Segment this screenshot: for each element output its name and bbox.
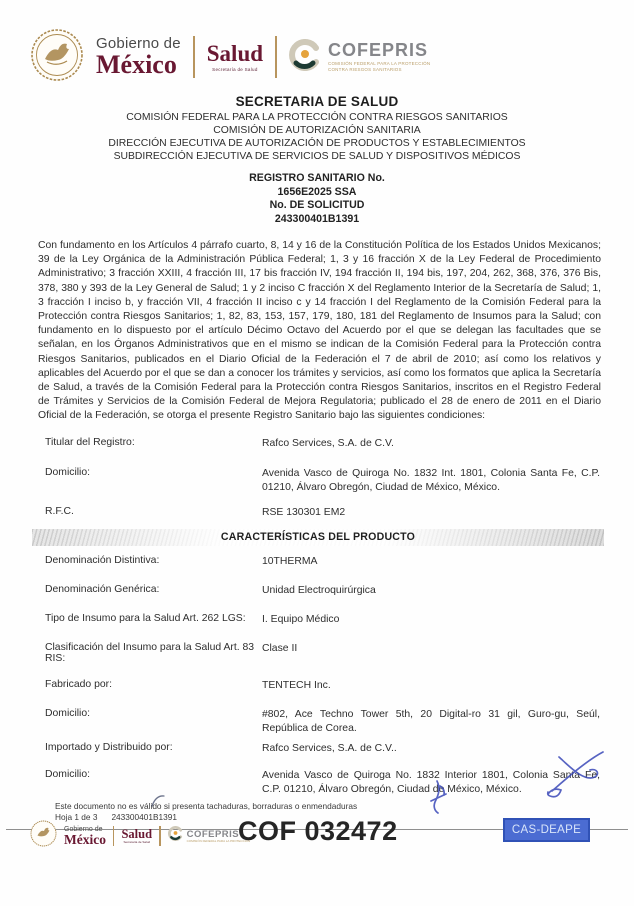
- org-line-2: COMISIÓN DE AUTORIZACIÓN SANITARIA: [213, 124, 421, 136]
- field-row: [45, 506, 600, 520]
- cofepris-tagline: [328, 61, 430, 73]
- field-row: [45, 679, 600, 693]
- registro-sanitario-label: REGISTRO SANITARIO No.: [249, 171, 385, 184]
- bottom-strip: [0, 811, 634, 874]
- field-value: Rafco Services, S.A. de C.V.: [262, 437, 394, 449]
- cof-stamp-number: COF 032472: [238, 816, 398, 846]
- field-row: [45, 769, 600, 797]
- field-label: Clasificación del Insumo para la Salud Art. 83 RIS:: [45, 641, 255, 664]
- mexico-seal-icon-small: [30, 820, 57, 852]
- footer-gobierno-de-text: Gobierno de: [64, 825, 103, 833]
- brand-divider: [113, 826, 115, 846]
- cofepris-icon: [289, 39, 321, 76]
- footer-salud-caption: Secretaría de Salud: [123, 840, 151, 845]
- holder-fields: [45, 437, 600, 520]
- folio-number: 243300401B1391: [111, 811, 177, 822]
- gobierno-de-text: Gobierno de: [96, 35, 181, 52]
- field-value: Rafco Services, S.A. de C.V..: [262, 742, 397, 754]
- field-label: Domicilio:: [45, 768, 91, 780]
- footer-cofepris-wordmark: COFEPRIS: [186, 828, 240, 840]
- title-block: [0, 94, 634, 163]
- field-row: [45, 467, 600, 495]
- header-brand-strip: [0, 0, 634, 88]
- field-label: Titular del Registro:: [45, 436, 135, 448]
- validity-note: Este documento no es válido si presenta tachaduras, borraduras o enmendaduras: [55, 800, 358, 811]
- field-label: Denominación Genérica:: [45, 583, 160, 595]
- field-row: [45, 708, 600, 736]
- field-row: [45, 642, 600, 664]
- field-label: R.F.C.: [45, 505, 74, 517]
- footer-salud-wordmark: [121, 828, 152, 845]
- mexico-seal-icon: [30, 28, 84, 87]
- footer-salud-text: Salud: [121, 826, 153, 841]
- field-value: Avenida Vasco de Quiroga No. 1832 Interior 1801, Colonia Santa Fe, C.P. 01210, Álvaro Obregón, Ciudad de México, México.: [262, 769, 600, 795]
- page-number: Hoja 1 de 3: [55, 811, 98, 822]
- brand-divider: [159, 826, 161, 846]
- field-value: #802, Ace Techno Tower 5th, 20 Digital-ro 31 gil, Guro-gu, Seúl, República de Corea.: [262, 708, 600, 734]
- field-label: Domicilio:: [45, 466, 91, 478]
- field-value: RSE 130301 EM2: [262, 506, 346, 518]
- solicitud-number: 243300401B1391: [274, 213, 360, 226]
- footer-cofepris-tagline: COMISIÓN FEDERAL PARA LA PROTECCIÓN: [186, 838, 251, 843]
- salud-text: Salud: [206, 40, 264, 66]
- cofepris-wordmark: COFEPRIS: [328, 40, 429, 61]
- field-row: [45, 742, 600, 756]
- footer-gobierno-wordmark: [64, 826, 106, 847]
- field-value: Clase II: [262, 642, 298, 654]
- cofepris-texts: [328, 41, 430, 73]
- solicitud-label: No. DE SOLICITUD: [269, 199, 365, 212]
- salud-caption: Secretaría de Salud: [212, 66, 258, 72]
- gobierno-wordmark: [96, 36, 181, 78]
- field-row: [45, 437, 600, 451]
- field-value: 10THERMA: [262, 555, 318, 567]
- footer-mexico-wordmark: México: [64, 831, 106, 847]
- field-value: Unidad Electroquirúrgica: [262, 584, 376, 596]
- cofepris-icon-small: [168, 826, 183, 846]
- cofepris-logo: [289, 39, 430, 76]
- field-value: I. Equipo Médico: [262, 613, 340, 625]
- field-row: [45, 613, 600, 627]
- brand-divider: [275, 36, 277, 78]
- org-line-4: SUBDIRECCIÓN EJECUTIVA DE SERVICIOS DE SALUD Y DISPOSITIVOS MÉDICOS: [113, 150, 521, 162]
- cas-deape-badge: CAS-DEAPE: [503, 818, 590, 842]
- cofepris-tagline-line1: COMISIÓN FEDERAL PARA LA PROTECCIÓN: [328, 61, 431, 67]
- field-row: [45, 584, 600, 598]
- field-value: TENTECH Inc.: [262, 679, 331, 691]
- cofepris-tagline-line2: CONTRA RIESGOS SANITARIOS: [328, 67, 402, 72]
- field-label: Tipo de Insumo para la Salud Art. 262 LGS:: [45, 612, 246, 624]
- section-header-band: [32, 529, 604, 546]
- mexico-wordmark: México: [96, 50, 177, 79]
- field-label: Domicilio:: [45, 707, 91, 719]
- field-label: Importado y Distribuido por:: [45, 741, 173, 753]
- product-fields: [45, 555, 600, 797]
- salud-wordmark: [207, 42, 263, 73]
- field-label: Fabricado por:: [45, 678, 112, 690]
- registro-number: 1656E2025 SSA: [277, 185, 357, 198]
- brand-divider: [193, 36, 195, 78]
- org-line-1: COMISIÓN FEDERAL PARA LA PROTECCIÓN CONTRA RIESGOS SANITARIOS: [126, 111, 508, 123]
- field-label: Denominación Distintiva:: [45, 554, 160, 566]
- org-line-3: DIRECCIÓN EJECUTIVA DE AUTORIZACIÓN DE PRODUCTOS Y ESTABLECIMIENTOS: [108, 137, 526, 149]
- footer-brand-strip: [30, 820, 250, 852]
- field-value: Avenida Vasco de Quiroga No. 1832 Int. 1801, Colonia Santa Fe, C.P. 01210, Álvaro Obregón, Ciudad de México, México.: [262, 467, 600, 493]
- legal-paragraph: Con fundamento en los Artículos 4 párrafo cuarto, 8, 14 y 16 de la Constitución Política de los Estados Unidos Mexicanos; 39 de la Ley Orgánica de la Administración Pública Federal; 1, 3 y 16 fracción X de la Ley Federal de Procedimiento Administrativo; 3 fracción XXIII, 4 fracción III, 17 bis fracción IV, 194 fracción II, 194 bis, 197, 204, 262, 368, 376, 376 Bis, 378, 380 y 393 de la Ley General de Salud; 1 y 2 inciso C fracción X del Reglamento Interior de la Secretaría de Salud; 1, 3 fracción I inciso b, y fracción VII, 4 fracción II inciso c y 14 fracción I del Reglamento de la Comisión Federal para la Protección contra Riesgos Sanitarios; 1, 82, 83, 153, 157, 179, 180, 181 del Reglamento de Insumos para la Salud; con fundamento en lo dispuesto por el artículo Décimo Octavo del Acuerdo por el que se delegan las facultades que se señalan, en los Órganos Administrativos que en el mismo se indican de la Comisión Federal para la Protección contra Riesgos Sanitarios, publicados en el Diario Oficial de la Federación el 7 de abril de 2010; así como los relativos y aplicables del Acuerdo por el que se dan a conocer los trámites y servicios, así como los formatos que aplica la Secretaría de Salud, a través de la Comisión Federal para la Protección contra Riesgos Sanitarios, inscritos en el Registro Federal de Trámites y Servicios de la Comisión Federal de Mejora Regulatoria; publicado el 28 de enero de 2011 en el Diario Oficial de la Federación, se otorga el presente Registro Sanitario bajo las siguientes condiciones:: [38, 239, 601, 422]
- field-row: [45, 555, 600, 569]
- section-title: CARACTERÍSTICAS DEL PRODUCTO: [220, 531, 416, 544]
- page-title: SECRETARIA DE SALUD: [235, 94, 399, 109]
- registro-block: [0, 172, 634, 227]
